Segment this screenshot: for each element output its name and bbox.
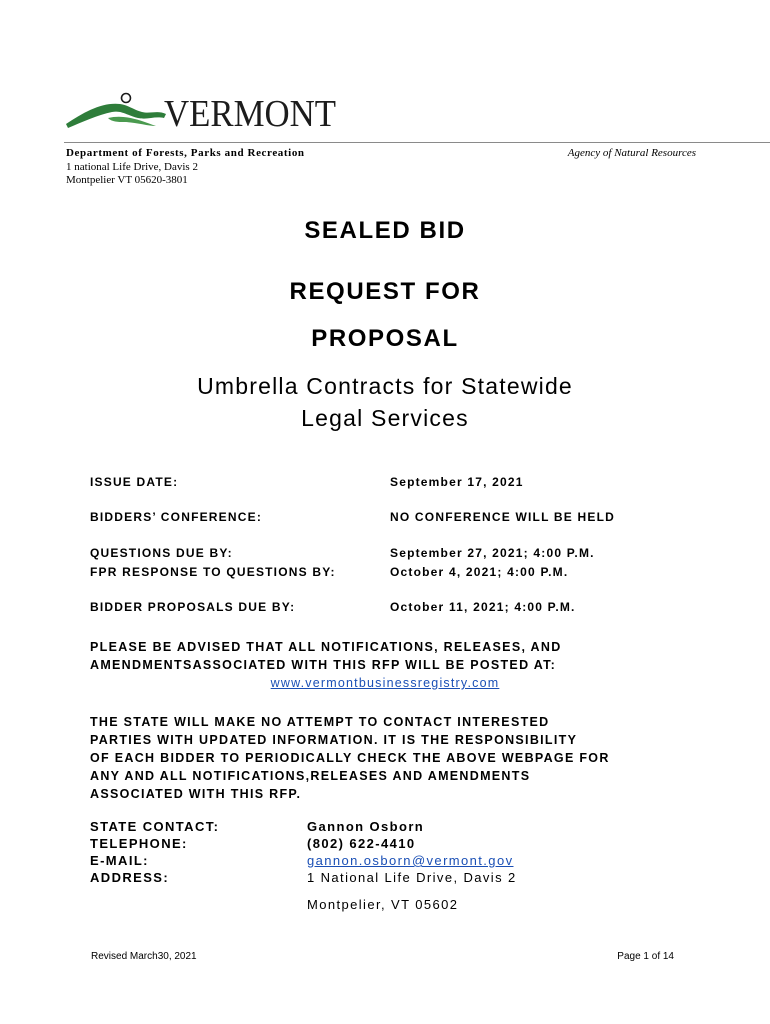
questions-due-label: QUESTIONS DUE BY: [90, 546, 233, 560]
email-label: E-MAIL: [90, 853, 149, 868]
address-label: ADDRESS: [90, 870, 170, 885]
contact-address-line-1: 1 National Life Drive, Davis 2 [307, 870, 517, 885]
responsibility-line-3: OF EACH BIDDER TO PERIODICALLY CHECK THE ABOVE WEBPAGE FOR [90, 751, 610, 765]
contact-name: Gannon Osborn [307, 819, 425, 834]
revised-date: Revised March30, 2021 [91, 951, 197, 962]
contact-address-line-2: Montpelier, VT 05602 [307, 897, 459, 912]
proposals-due-value: October 11, 2021; 4:00 P.M. [390, 600, 576, 614]
notice-line-1: PLEASE BE ADVISED THAT ALL NOTIFICATIONS, RELEASES, AND [90, 640, 562, 654]
state-contact-label: STATE CONTACT: [90, 819, 220, 834]
notice-line-2: AMENDMENTSASSOCIATED WITH THIS RFP WILL BE POSTED AT: [90, 658, 557, 672]
responsibility-line-2: PARTIES WITH UPDATED INFORMATION. IT IS THE RESPONSIBILITY [90, 733, 578, 747]
subtitle-line-2: Legal Services [301, 405, 469, 431]
questions-due-value: September 27, 2021; 4:00 P.M. [390, 546, 595, 560]
title-request-for: REQUEST FOR [289, 278, 481, 305]
vermont-logo [64, 88, 344, 136]
address-line-2: Montpelier VT 05620-3801 [66, 174, 188, 186]
address-line-1: 1 national Life Drive, Davis 2 [66, 161, 198, 173]
issue-date-value: September 17, 2021 [390, 475, 524, 489]
title-proposal: PROPOSAL [311, 325, 459, 352]
logo-wordmark: VERMONT [164, 93, 336, 135]
letterhead-rule [64, 142, 770, 143]
issue-date-label: ISSUE DATE: [90, 475, 179, 489]
contact-telephone: (802) 622-4410 [307, 836, 416, 851]
subtitle-line-1: Umbrella Contracts for Statewide [197, 373, 573, 399]
bidders-conference-value: NO CONFERENCE WILL BE HELD [390, 510, 615, 524]
responsibility-line-1: THE STATE WILL MAKE NO ATTEMPT TO CONTACT INTERESTED [90, 715, 550, 729]
proposals-due-label: BIDDER PROPOSALS DUE BY: [90, 600, 296, 614]
department-name: Department of Forests, Parks and Recreation [66, 147, 305, 159]
responsibility-line-5: ASSOCIATED WITH THIS RFP. [90, 787, 302, 801]
agency-name: Agency of Natural Resources [567, 147, 696, 159]
title-sealed-bid: SEALED BID [304, 217, 466, 244]
registry-link[interactable]: www.vermontbusinessregistry.com [270, 676, 500, 690]
contact-email-link[interactable]: gannon.osborn@vermont.gov [307, 853, 514, 868]
telephone-label: TELEPHONE: [90, 836, 188, 851]
page-number: Page 1 of 14 [617, 951, 674, 962]
fpr-response-value: October 4, 2021; 4:00 P.M. [390, 565, 569, 579]
fpr-response-label: FPR RESPONSE TO QUESTIONS BY: [90, 565, 336, 579]
responsibility-line-4: ANY AND ALL NOTIFICATIONS,RELEASES AND AMENDMENTS [90, 769, 531, 783]
logo-sun [122, 94, 131, 103]
bidders-conference-label: BIDDERS’ CONFERENCE: [90, 510, 263, 524]
